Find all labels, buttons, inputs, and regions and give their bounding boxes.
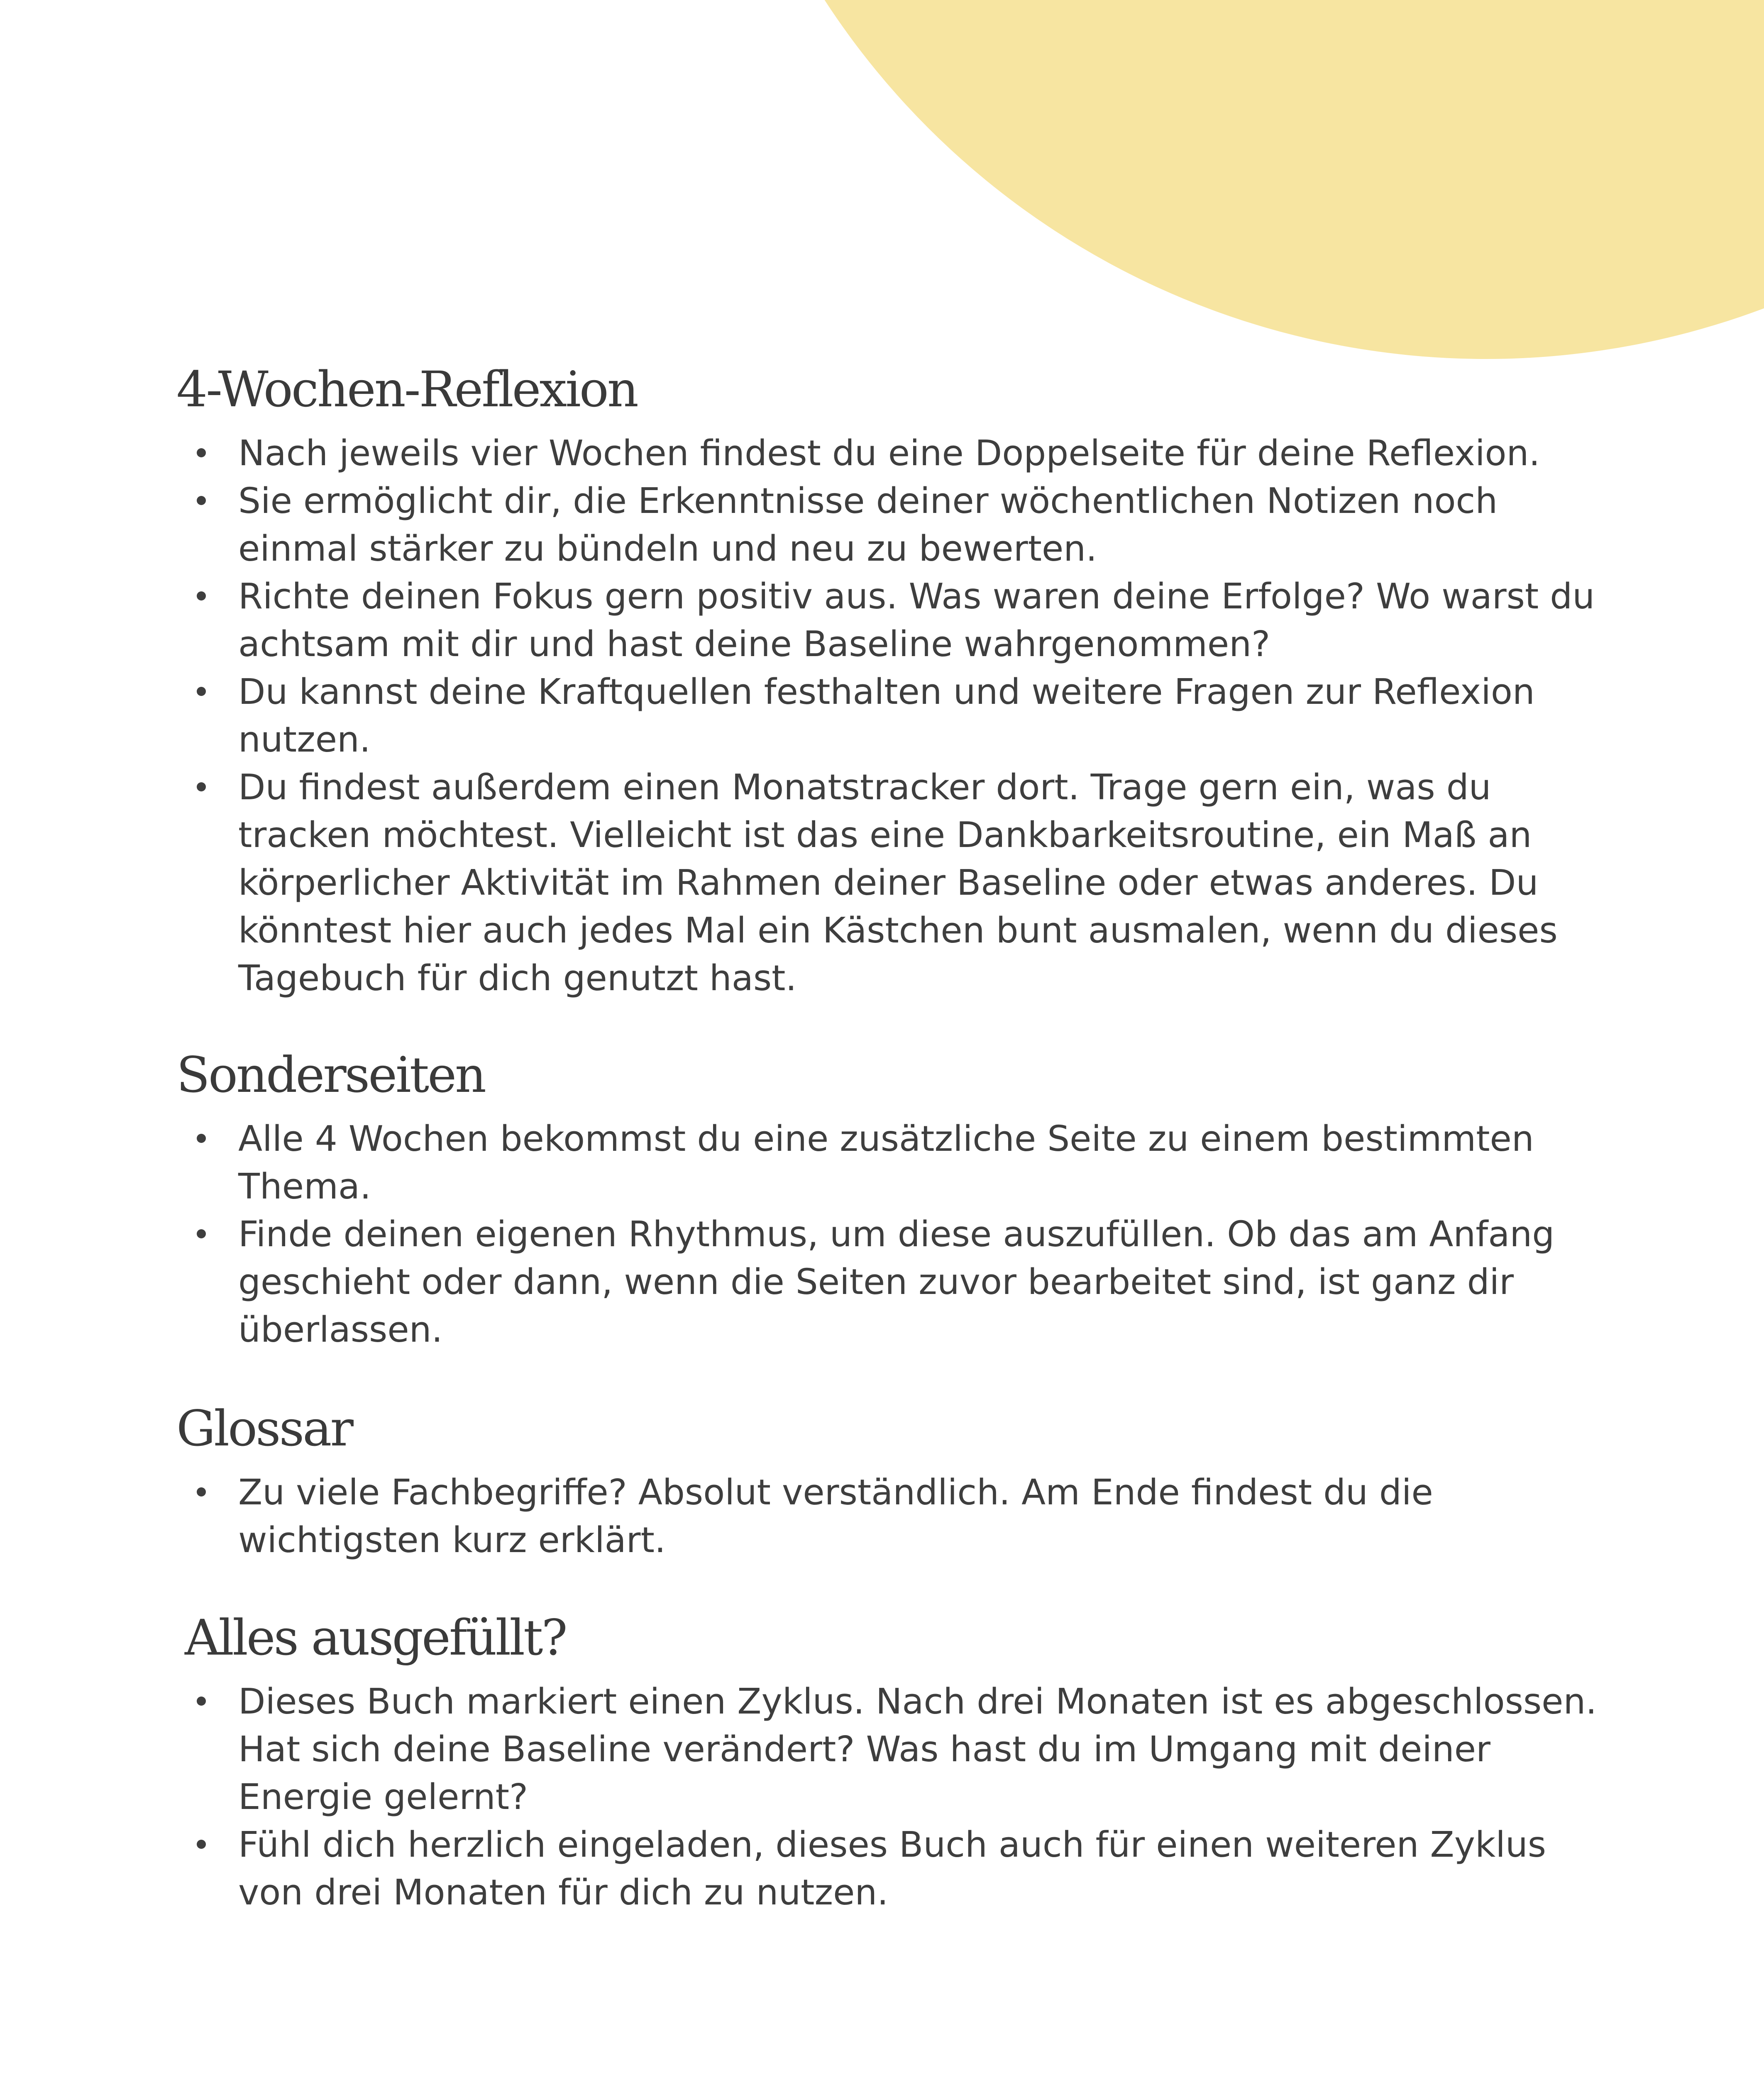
list-item: Sie ermöglicht dir, die Erkenntnisse deiner wöchentlichen Notizen noch einmal stärker zu bündeln und neu zu bewerten. [179, 477, 1615, 573]
glossar-list [179, 1469, 1615, 1564]
reflexion-list [179, 430, 1615, 1002]
list-item: Nach jeweils vier Wochen findest du eine Doppelseite für deine Reflexion. [179, 430, 1615, 477]
heading-sonderseiten: Sonderseiten [176, 1046, 485, 1103]
decorative-yellow-circle [697, 0, 1764, 359]
list-item: Zu viele Fachbegriffe? Absolut verständlich. Am Ende findest du die wichtigsten kurz erklärt. [179, 1469, 1615, 1564]
list-item: Du kannst deine Kraftquellen festhalten und weitere Fragen zur Reflexion nutzen. [179, 668, 1615, 764]
list-item: Dieses Buch markiert einen Zyklus. Nach drei Monaten ist es abgeschlossen. Hat sich deine Baseline verändert? Was hast du im Umgang mit deiner Energie gelernt? [179, 1678, 1615, 1821]
list-item: Alle 4 Wochen bekommst du eine zusätzliche Seite zu einem bestimmten Thema. [179, 1115, 1615, 1211]
list-item: Finde deinen eigenen Rhythmus, um diese auszufüllen. Ob das am Anfang geschieht oder dann, wenn die Seiten zuvor bearbeitet sind, ist ganz dir überlassen. [179, 1211, 1615, 1354]
heading-4-wochen-reflexion: 4-Wochen-Reflexion [176, 361, 637, 418]
sonderseiten-list [179, 1115, 1615, 1354]
alles-ausgefuellt-list [179, 1678, 1615, 1916]
list-item: Fühl dich herzlich eingeladen, dieses Buch auch für einen weiteren Zyklus von drei Monaten für dich zu nutzen. [179, 1821, 1615, 1916]
heading-alles-ausgefuellt: Alles ausgefüllt? [185, 1609, 566, 1666]
list-item: Du findest außerdem einen Monatstracker dort. Trage gern ein, was du tracken möchtest. Vielleicht ist das eine Dankbarkeitsroutine, ein Maß an körperlicher Aktivität im Rahmen deiner Baseline oder etwas anderes. Du könntest hier auch jedes Mal ein Kästchen bunt ausmalen, wenn du dieses Tagebuch für dich genutzt hast. [179, 764, 1615, 1002]
list-item: Richte deinen Fokus gern positiv aus. Was waren deine Erfolge? Wo warst du achtsam mit dir und hast deine Baseline wahrgenommen? [179, 573, 1615, 668]
heading-glossar: Glossar [176, 1400, 352, 1457]
